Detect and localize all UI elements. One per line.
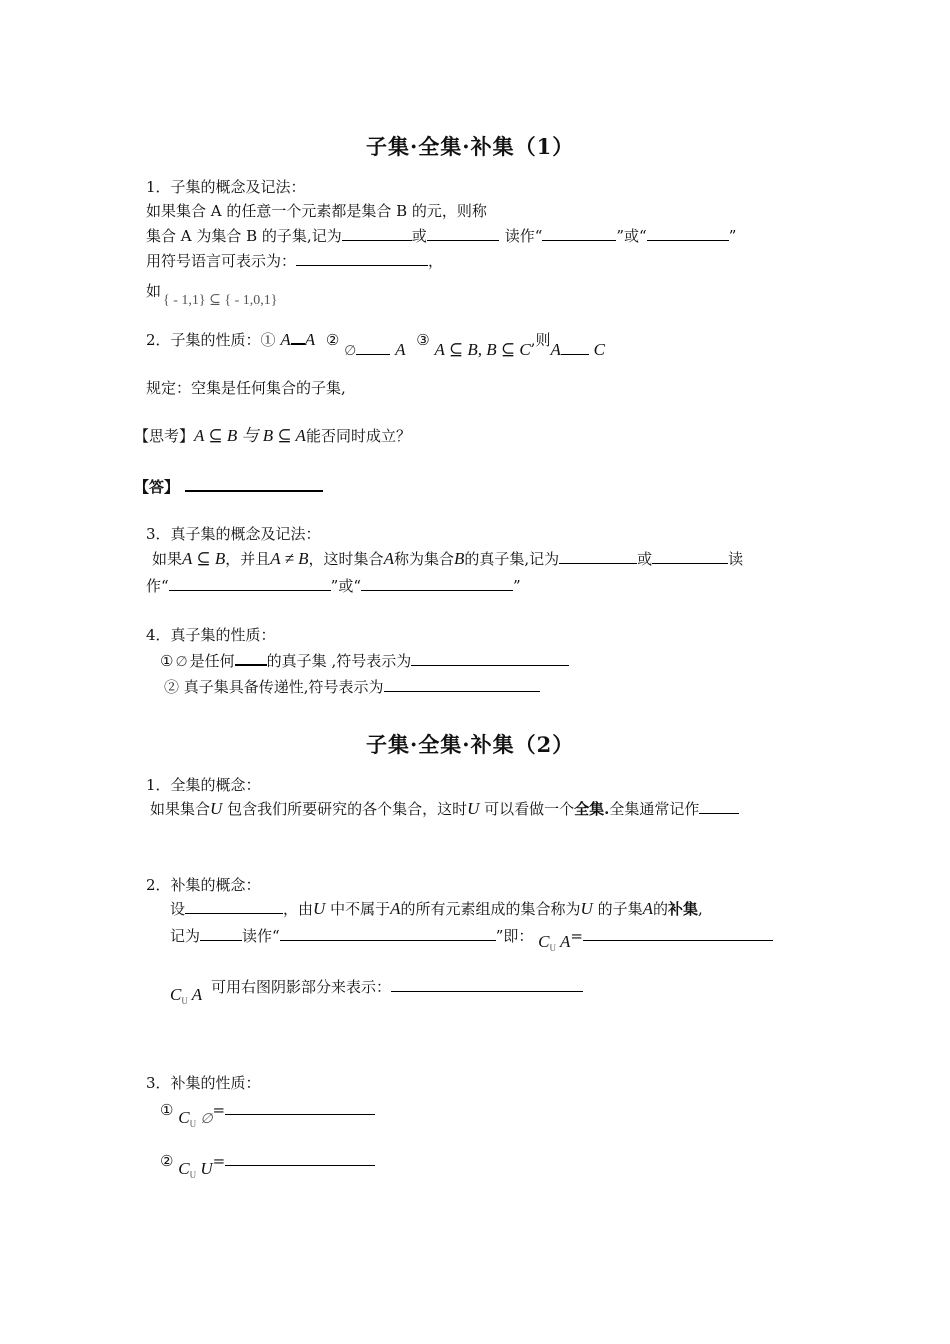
proper-subset-property-2 bbox=[164, 677, 540, 697]
complement-expression: $C_U$ A bbox=[538, 932, 571, 953]
read-as-text: 读作“ bbox=[242, 927, 280, 945]
let-text: 设 bbox=[170, 900, 186, 918]
that-is-text: ”即： bbox=[495, 927, 534, 945]
complement-of-universal-set: $C_U$ U bbox=[178, 1159, 213, 1180]
blank-read-as-2[interactable] bbox=[647, 226, 729, 241]
complement-property-1 bbox=[160, 1100, 375, 1129]
subset-notation-prefix: 集合 A 为集合 B 的子集,记为 bbox=[146, 227, 342, 245]
contains-text: 包含我们所要研究的各个集合，这时 bbox=[227, 800, 468, 818]
denoted-text: 记为 bbox=[170, 927, 201, 945]
think-question bbox=[134, 426, 411, 446]
then-set-text: ，这时集合 bbox=[308, 550, 384, 568]
blank-proper-read-2[interactable] bbox=[361, 576, 513, 591]
close-quote: ” bbox=[513, 577, 521, 595]
empty-set-symbol: ∅ bbox=[175, 655, 188, 670]
blank-reflexive[interactable] bbox=[291, 329, 305, 345]
comma: ， bbox=[428, 252, 444, 270]
math-A: A bbox=[304, 330, 316, 349]
or-text: 或 bbox=[637, 550, 653, 568]
math-A-neq-B: A ≠ B bbox=[270, 549, 309, 568]
equals-sign: = bbox=[570, 927, 583, 945]
complement-definition-line-1 bbox=[170, 899, 703, 919]
blank-empty-set-relation[interactable] bbox=[356, 340, 390, 355]
if-set-text: 如果集合 bbox=[150, 800, 211, 818]
math-U: U bbox=[467, 799, 480, 818]
empty-set-symbol: ∅ bbox=[344, 344, 357, 359]
title-part-1: 子集·全集·补集（1） bbox=[366, 134, 575, 159]
is-any-text: 是任何 bbox=[189, 652, 235, 670]
blank-subset-notation-1[interactable] bbox=[342, 226, 412, 241]
blank-proper-notation-1[interactable] bbox=[559, 549, 637, 564]
math-A: A bbox=[280, 330, 291, 349]
of-text: 的 bbox=[652, 900, 668, 918]
math-A: A bbox=[395, 340, 406, 359]
blank-subset-notation-2[interactable] bbox=[427, 226, 499, 241]
section-2-subset-properties bbox=[146, 329, 605, 359]
blank-complement-condition[interactable] bbox=[185, 899, 283, 914]
comma: , bbox=[698, 900, 703, 918]
subset-example-math: { - 1,1} ⊆ { - 1,0,1} bbox=[163, 293, 278, 308]
math-A: A bbox=[390, 899, 401, 918]
think-math: A ⊆ B 与 B ⊆ A bbox=[194, 426, 306, 445]
from-text: ，由 bbox=[283, 900, 314, 918]
can-be-viewed-text: 可以看做一个 bbox=[484, 800, 575, 818]
blank-complement-universal[interactable] bbox=[225, 1151, 375, 1166]
math-A: A bbox=[383, 549, 394, 568]
blank-complement-set-builder[interactable] bbox=[583, 926, 773, 941]
section-1-heading: 1．子集的概念及记法： bbox=[146, 178, 306, 196]
symbolic-language-line bbox=[146, 251, 443, 271]
empty-set-rule: 规定：空集是任何集合的子集, bbox=[146, 379, 346, 397]
blank-proper-read-1[interactable] bbox=[169, 576, 331, 591]
blank-nonempty-set[interactable] bbox=[235, 650, 267, 666]
blank-property-2-symbol[interactable] bbox=[384, 677, 540, 692]
math-A: A bbox=[642, 899, 653, 918]
blank-symbolic-language[interactable] bbox=[296, 251, 428, 266]
subset-of-text: 的子集 bbox=[597, 900, 643, 918]
math-B: B bbox=[453, 549, 465, 568]
blank-complement-empty[interactable] bbox=[225, 1100, 375, 1115]
math-U: U bbox=[313, 899, 326, 918]
math-C: C bbox=[593, 340, 605, 359]
proper-subset-symbol-text: 的真子集 ,符号表示为 bbox=[266, 652, 412, 670]
venn-description-text: 可用右图阴影部分来表示： bbox=[210, 978, 391, 996]
subset-definition-line-1: 如果集合 A 的任意一个元素都是集合 B 的元，则称 bbox=[146, 202, 487, 220]
subset-definition-line-2 bbox=[146, 226, 736, 246]
proper-subset-definition-line-1 bbox=[152, 549, 743, 569]
equals-sign: = bbox=[212, 1152, 226, 1170]
usually-denoted-text: 全集通常记作 bbox=[609, 800, 700, 818]
or-quote-text: ”或“ bbox=[616, 227, 647, 245]
circled-1: ① bbox=[160, 1101, 174, 1119]
circled-1: ① bbox=[160, 652, 174, 670]
blank-read-as-1[interactable] bbox=[542, 226, 616, 241]
then-text: ,则 bbox=[530, 331, 551, 349]
section-2-heading: 2．子集的性质：① bbox=[146, 331, 276, 349]
proper-subset-property-1 bbox=[160, 650, 569, 673]
blank-venn-representation[interactable] bbox=[391, 977, 583, 992]
math-A: A bbox=[550, 340, 561, 359]
complement-expression: $C_U$ A bbox=[170, 985, 203, 1006]
if-text: 如果 bbox=[152, 550, 183, 568]
answer-line bbox=[134, 476, 323, 497]
complement-properties-heading: 3．补集的性质： bbox=[146, 1074, 261, 1092]
circled-2: ② bbox=[325, 331, 340, 349]
universal-set-definition bbox=[150, 799, 739, 819]
universal-set-heading: 1．全集的概念： bbox=[146, 776, 261, 794]
symbolic-language-label: 用符号语言可表示为： bbox=[146, 252, 297, 270]
answer-label: 【答】 bbox=[134, 478, 180, 496]
blank-universal-notation[interactable] bbox=[699, 799, 739, 814]
blank-property-1-symbol[interactable] bbox=[411, 651, 569, 666]
complement-property-2 bbox=[160, 1151, 375, 1180]
blank-complement-notation[interactable] bbox=[200, 926, 242, 941]
section-4-heading: 4．真子集的性质： bbox=[146, 626, 276, 644]
section-3-heading: 3．真子集的概念及记法： bbox=[146, 525, 321, 543]
or-quote-text: ”或“ bbox=[330, 577, 362, 595]
blank-complement-read-as[interactable] bbox=[280, 926, 496, 941]
read-as-text: 作“ bbox=[146, 577, 169, 595]
not-belong-text: 中不属于 bbox=[330, 900, 391, 918]
complement-of-empty-set: $C_U$ ∅ bbox=[178, 1108, 213, 1129]
equals-sign: = bbox=[212, 1101, 226, 1119]
circled-3: ③ bbox=[416, 331, 430, 349]
transitivity-condition-math: A ⊆ B, B ⊆ C bbox=[434, 340, 531, 359]
title-part-2: 子集·全集·补集（2） bbox=[366, 732, 575, 757]
close-quote: ” bbox=[728, 227, 737, 245]
proper-subset-notation-text: 的真子集,记为 bbox=[464, 550, 560, 568]
complement-heading: 2．补集的概念： bbox=[146, 876, 261, 894]
blank-proper-notation-2[interactable] bbox=[652, 549, 728, 564]
proper-subset-definition-line-2 bbox=[146, 576, 521, 596]
and-text: ，并且 bbox=[225, 550, 271, 568]
example-label: 如 bbox=[146, 282, 162, 300]
math-U: U bbox=[580, 899, 593, 918]
read-as-text: 读作“ bbox=[504, 227, 543, 245]
complement-definition-line-2 bbox=[170, 926, 773, 952]
complement-venn-line bbox=[170, 977, 583, 1006]
transitivity-text: ② 真子集具备传递性,符号表示为 bbox=[164, 678, 384, 696]
think-question-text: 能否同时成立？ bbox=[305, 427, 411, 445]
elements-form-text: 的所有元素组成的集合称为 bbox=[400, 900, 581, 918]
complement-term: 补集 bbox=[668, 900, 699, 918]
think-label: 【思考】 bbox=[134, 427, 195, 445]
or-text: 或 bbox=[411, 227, 427, 245]
math-U: U bbox=[210, 799, 223, 818]
universal-set-term: 全集. bbox=[574, 800, 610, 818]
blank-answer[interactable] bbox=[185, 476, 323, 492]
subset-example-line bbox=[146, 281, 278, 308]
circled-2: ② bbox=[160, 1152, 174, 1170]
blank-transitivity[interactable] bbox=[561, 340, 589, 355]
read-text: 读 bbox=[728, 550, 744, 568]
math-A-subseteq-B: A ⊆ B bbox=[182, 549, 226, 568]
called-set-text: 称为集合 bbox=[393, 550, 454, 568]
